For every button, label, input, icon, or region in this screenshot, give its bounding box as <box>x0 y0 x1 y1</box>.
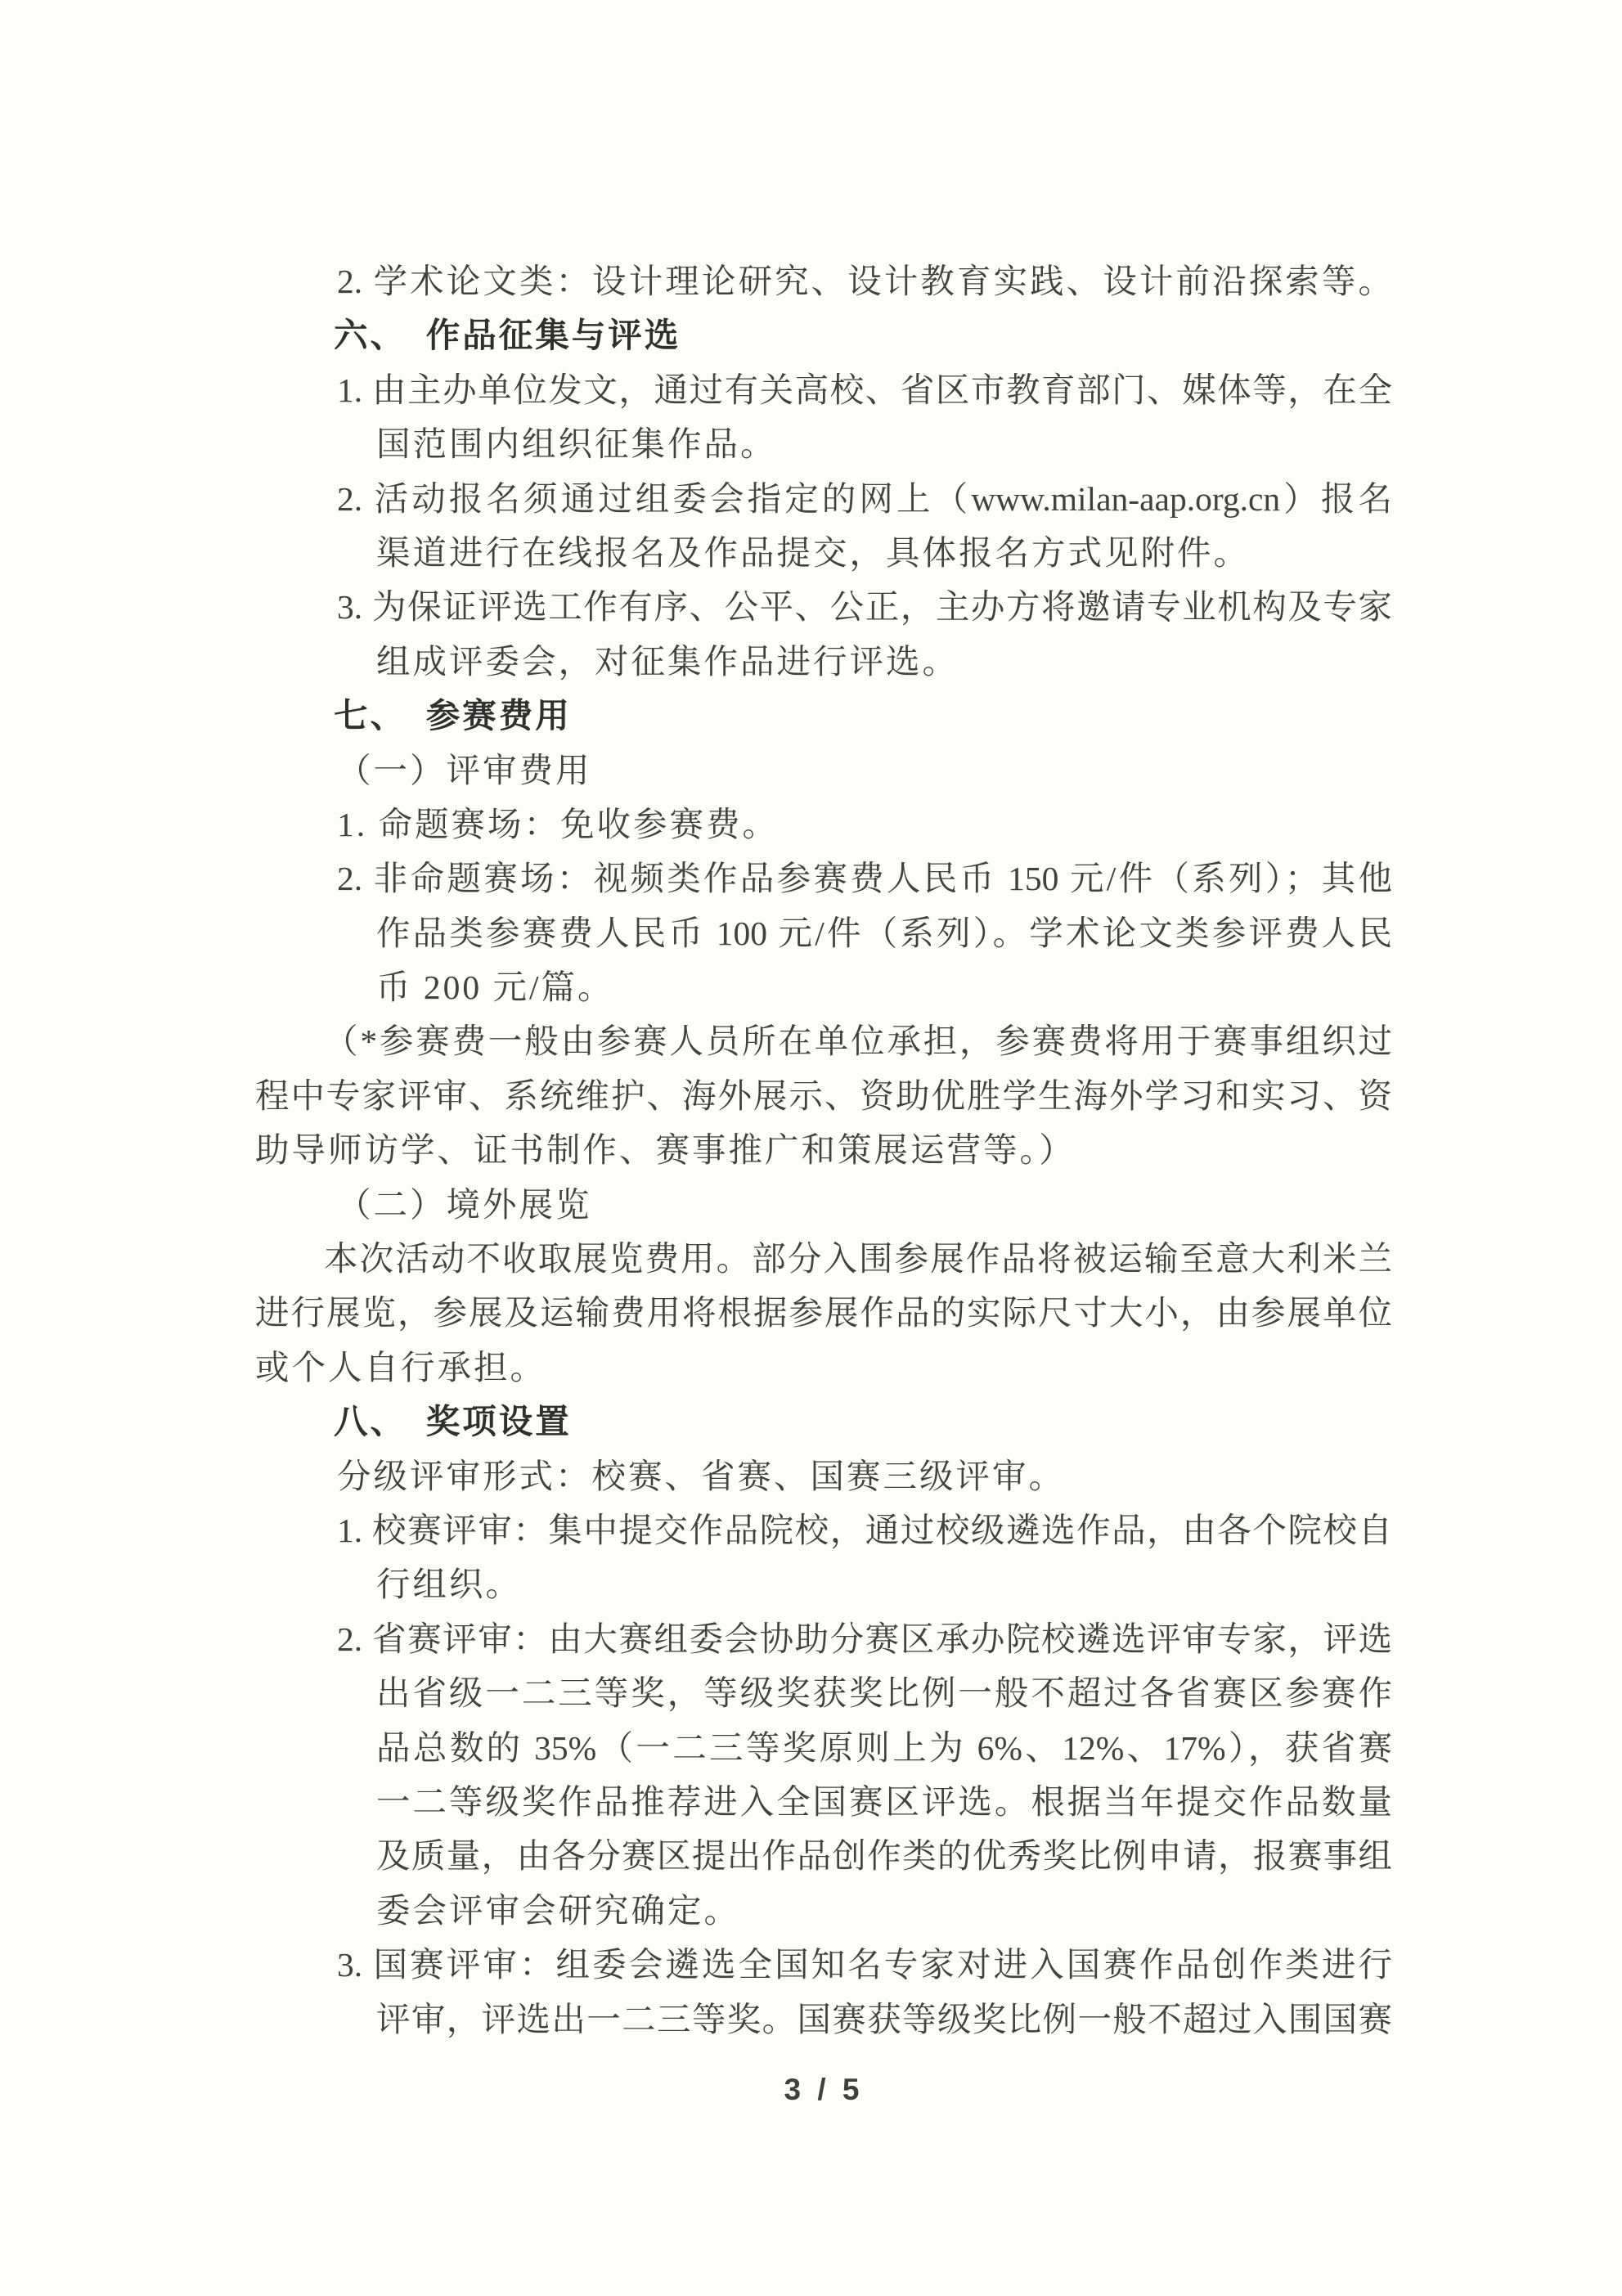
list-item-line: 1. 由主办单位发文，通过有关高校、省区市教育部门、媒体等，在全 <box>337 371 1392 409</box>
paragraph-line: 进行展览，参展及运输费用将根据参展作品的实际尺寸大小，由参展单位 <box>255 1294 1392 1332</box>
list-item-continuation: 币 200 元/篇。 <box>376 968 614 1007</box>
subsection-label: （一）评审费用 <box>337 751 592 789</box>
list-item-continuation: 一二等级奖作品推荐进入全国赛区评选。根据当年提交作品数量 <box>376 1782 1392 1821</box>
subsection-label: （二）境外展览 <box>337 1185 592 1224</box>
list-item-line: 2. 非命题赛场：视频类作品参赛费人民币 150 元/件（系列）；其他 <box>337 860 1392 898</box>
paragraph-line: 助导师访学、证书制作、赛事推广和策展运营等。） <box>255 1131 1076 1170</box>
section-heading: 七、 参赛费用 <box>334 697 572 735</box>
paragraph-line: 程中专家评审、系统维护、海外展示、资助优胜学生海外学习和实习、资 <box>255 1076 1392 1115</box>
list-item-line: 3. 国赛评审：组委会遴选全国知名专家对进入国赛作品创作类进行 <box>337 1946 1392 1984</box>
section-heading: 六、 作品征集与评选 <box>334 317 681 355</box>
list-item-line: 3. 为保证评选工作有序、公平、公正，主办方将邀请专业机构及专家 <box>337 588 1392 627</box>
section-heading: 八、 奖项设置 <box>334 1403 572 1441</box>
list-item-continuation: 评审，评选出一二三等奖。国赛获等级奖比例一般不超过入围国赛 <box>376 2000 1392 2038</box>
list-item-continuation: 行组织。 <box>376 1566 523 1604</box>
list-item-line: 1. 校赛评审：集中提交作品院校，通过校级遴选作品，由各个院校自 <box>337 1511 1392 1549</box>
list-item-continuation: 组成评委会，对征集作品进行评选。 <box>376 642 959 681</box>
paragraph-first-line: 本次活动不收取展览费用。部分入围参展作品将被运输至意大利米兰 <box>324 1240 1392 1278</box>
paragraph-line: 或个人自行承担。 <box>255 1348 547 1386</box>
list-item-line: 2. 活动报名须通过组委会指定的网上（www.milan-aap.org.cn）报名 <box>337 479 1392 518</box>
list-item-continuation: 品总数的 35%（一二三等奖原则上为 6%、12%、17%），获省赛 <box>376 1728 1392 1767</box>
list-item-continuation: 作品类参赛费人民币 100 元/件（系列）。学术论文类参评费人民 <box>376 914 1392 952</box>
list-item-line: 2. 省赛评审：由大赛组委会协助分赛区承办院校遴选评审专家，评选 <box>337 1620 1392 1658</box>
paragraph-first-line: （*参赛费一般由参赛人员所在单位承担，参赛费将用于赛事组织过 <box>324 1022 1392 1061</box>
list-item-line: 2. 学术论文类：设计理论研究、设计教育实践、设计前沿探索等。 <box>337 263 1392 300</box>
subsection-label: 分级评审形式：校赛、省赛、国赛三级评审。 <box>337 1457 1066 1495</box>
list-item-continuation: 及质量，由各分赛区提出作品创作类的优秀奖比例申请，报赛事组 <box>376 1837 1392 1876</box>
list-item-continuation: 国范围内组织征集作品。 <box>376 425 777 464</box>
document-content <box>255 254 1392 2047</box>
list-item-continuation: 出省级一二三等奖，等级奖获奖比例一般不超过各省赛区参赛作 <box>376 1674 1392 1713</box>
list-item-continuation: 渠道进行在线报名及作品提交，具体报名方式见附件。 <box>376 533 1251 572</box>
list-item-line: 1. 命题赛场：免收参赛费。 <box>337 805 780 843</box>
list-item-continuation: 委会评审会研究确定。 <box>376 1891 741 1930</box>
page-number: 3 / 5 <box>784 2073 864 2106</box>
